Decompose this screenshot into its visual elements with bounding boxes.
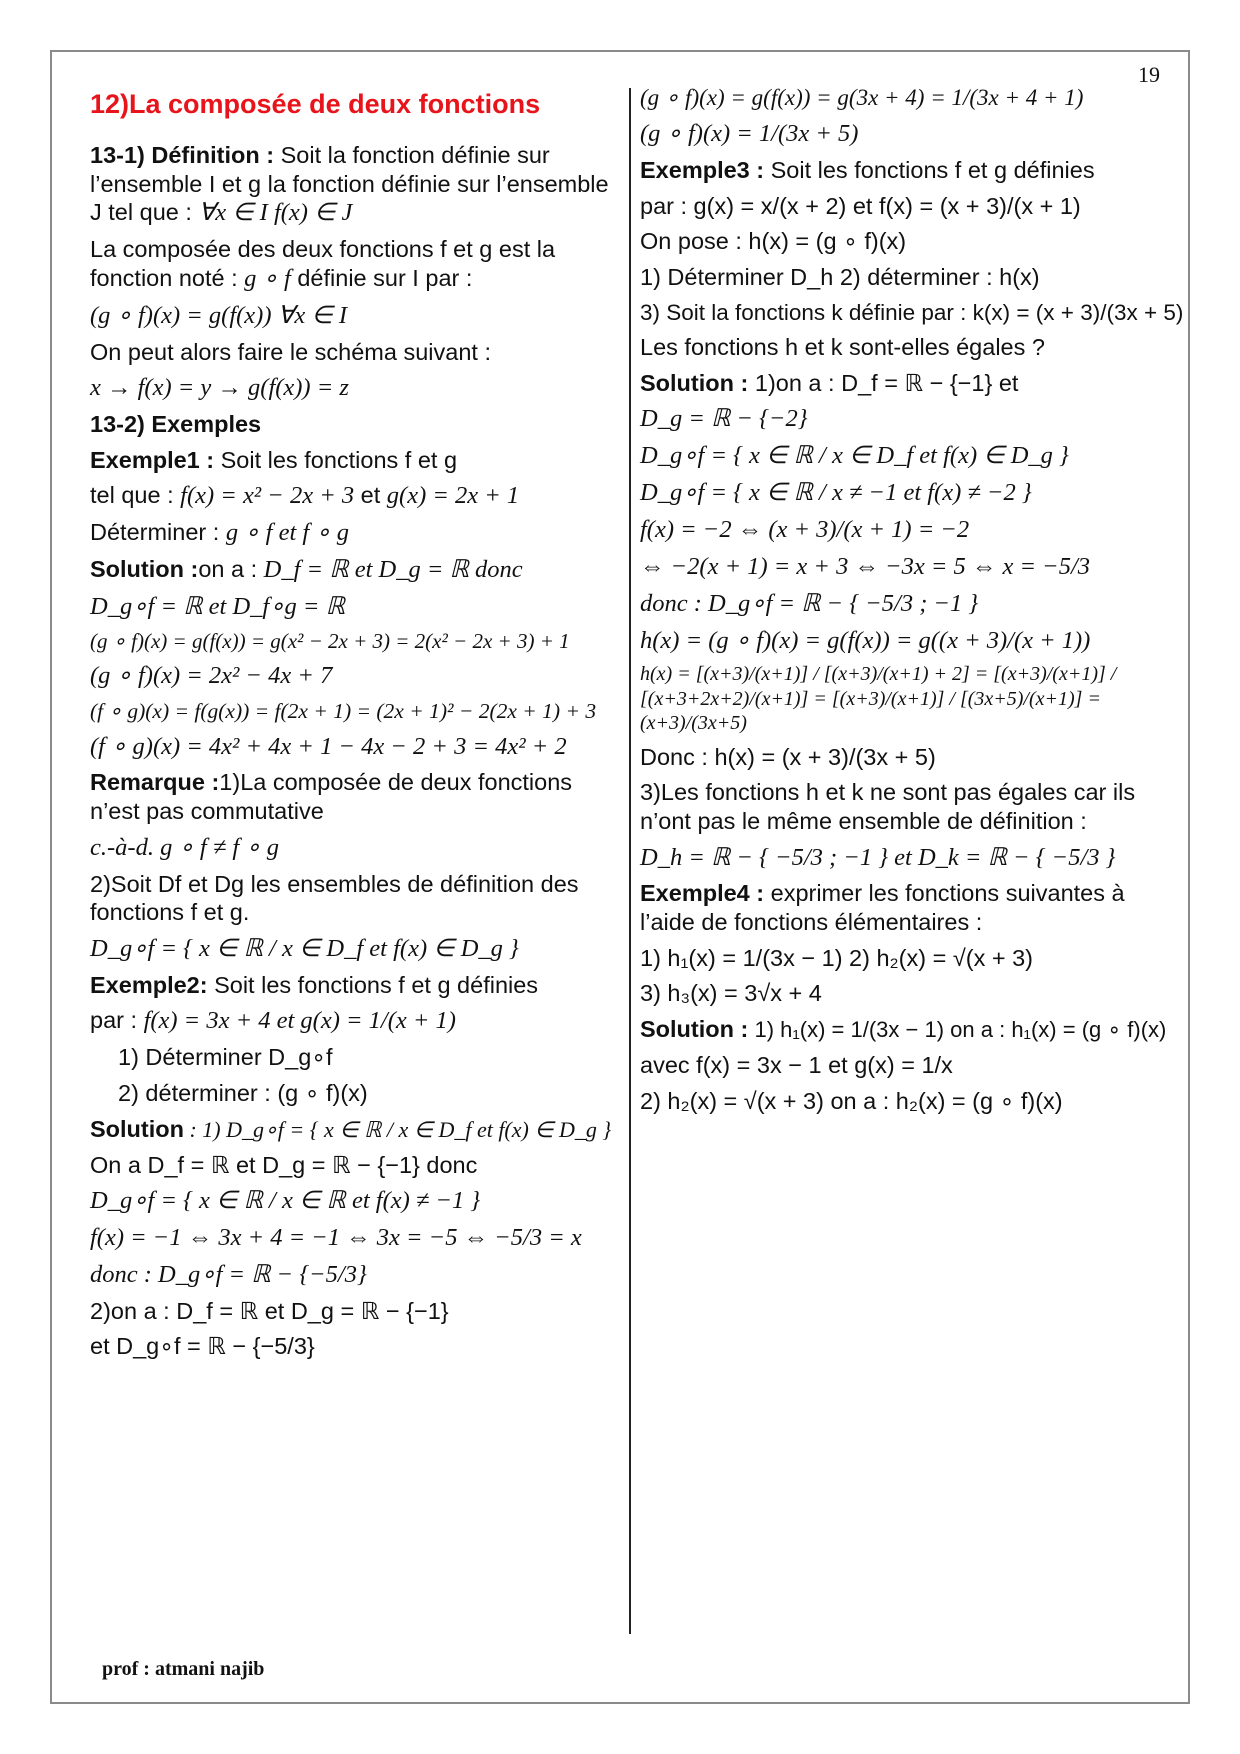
example4-line1: 1) h₁(x) = 1/(3x − 1) 2) h₂(x) = √(x + 3) — [640, 944, 1034, 971]
example3-q3: 3) Soit la fonctions k définie par : k(x) = (x + 3)/(3x + 5) — [640, 299, 1184, 325]
example3-heading: Exemple3 : — [640, 156, 765, 183]
solution2-line6: 2)on a : D_f = ℝ et D_g = ℝ − {−1} — [90, 1297, 449, 1324]
solution1-math: D_f = ℝ et D_g = ℝ donc — [263, 556, 523, 584]
example3-intro — [640, 156, 1175, 185]
definition-text: Soit la fonction définie sur l’ensemble I et g la fonction définie sur l’ensemble J tel que : — [90, 141, 609, 226]
definition-math: ∀x ∈ I f(x) ∈ J — [198, 199, 353, 227]
definition-heading: 13-1) Définition : — [90, 141, 275, 168]
example1-det-label: Déterminer : — [90, 519, 226, 546]
solution1-text: on a : — [198, 556, 264, 583]
solution3-heading: Solution : — [640, 369, 749, 396]
solution1-intro — [90, 555, 626, 585]
schema-text: On peut alors faire le schéma suivant : — [90, 338, 492, 365]
example2-intro — [90, 971, 626, 1000]
example4-text: exprimer les fonctions suivantes à l’aide de fonctions élémentaires : — [640, 880, 1125, 936]
example4-intro — [640, 879, 1175, 936]
example1-g: g(x) = 2x + 1 — [386, 482, 520, 510]
solution3-line6: ⇔ −2(x + 1) = x + 3 ⇔ −3x = 5 ⇔ x = −5/3 — [640, 552, 1091, 580]
solution2-line7: et D_g∘f = ℝ − {−5/3} — [90, 1333, 315, 1360]
solution2-line5: donc : D_g∘f = ℝ − {−5/3} — [90, 1260, 367, 1288]
remark-text3: 2)Soit Df et Dg les ensembles de définition des fonctions f et g. — [90, 870, 579, 926]
left-column — [90, 84, 626, 1368]
solution3-line10: 3)Les fonctions h et k ne sont pas égales car ils n’ont pas le même ensemble de définition : — [640, 779, 1136, 834]
solution4-line2: avec f(x) = 3x − 1 et g(x) = 1/x — [640, 1051, 953, 1078]
examples-heading: 13-2) Exemples — [90, 411, 262, 438]
example2-heading: Exemple2: — [90, 971, 208, 998]
right-line2: (g ∘ f)(x) = 1/(3x + 5) — [640, 120, 859, 148]
composition-paragraph — [90, 235, 626, 294]
composition-symbol: g ∘ f — [244, 264, 291, 292]
solution2-heading: Solution — [90, 1115, 184, 1142]
example4-line2: 3) h₃(x) = 3√x + 4 — [640, 980, 822, 1007]
solution2-math1: : 1) D_g∘f = { x ∈ ℝ / x ∈ D_f et f(x) ∈ D_g } — [183, 1116, 612, 1142]
solution4-text1: 1) h₁(x) = 1/(3x − 1) on a : h₁(x) = (g ∘ f)(x) — [748, 1017, 1167, 1043]
solution3-line2: D_g = ℝ − {−2} — [640, 405, 808, 433]
example2-text: Soit les fonctions f et g définies — [207, 971, 539, 998]
composition-formula: (g ∘ f)(x) = g(f(x)) ∀x ∈ I — [90, 301, 348, 329]
composition-text: La composée des deux fonctions f et g est la fonction noté : — [90, 236, 556, 291]
solution3-line7: donc : D_g∘f = ℝ − { −5/3 ; −1 } — [640, 589, 979, 617]
remark-paragraph — [90, 768, 626, 825]
right-line1: (g ∘ f)(x) = g(f(x)) = g(3x + 4) = 1/(3x + 4 + 1) — [640, 85, 1084, 110]
right-column — [640, 84, 1184, 1122]
example1-question — [90, 518, 626, 548]
example3-functions: par : g(x) = x/(x + 2) et f(x) = (x + 3)/(x + 1) — [640, 192, 1081, 219]
remark-math: D_g∘f = { x ∈ ℝ / x ∈ D_f et f(x) ∈ D_g } — [90, 934, 519, 962]
remark-text2: c.-à-d. g ∘ f ≠ f ∘ g — [90, 833, 280, 861]
solution4-heading: Solution : — [640, 1016, 749, 1043]
remark-heading: Remarque : — [90, 769, 220, 796]
solution3-line4: D_g∘f = { x ∈ ℝ / x ≠ −1 et f(x) ≠ −2 } — [640, 479, 1032, 507]
example3-pose: On pose : h(x) = (g ∘ f)(x) — [640, 228, 907, 255]
composition-text-end: définie sur I par : — [290, 264, 473, 291]
solution1-line3: (g ∘ f)(x) = 2x² − 4x + 7 — [90, 662, 333, 690]
solution1-heading: Solution : — [90, 556, 199, 583]
footer-author: prof : atmani najib — [102, 1658, 265, 1680]
definition-paragraph — [90, 141, 626, 228]
example2-par: par : — [90, 1007, 144, 1034]
solution2-line1 — [90, 1115, 626, 1144]
example1-heading: Exemple1 : — [90, 446, 215, 473]
example1-functions — [90, 481, 626, 511]
solution3-line3: D_g∘f = { x ∈ ℝ / x ∈ D_f et f(x) ∈ D_g } — [640, 442, 1069, 470]
section-title: 12)La composée de deux fonctions — [90, 89, 541, 119]
solution4-line3: 2) h₂(x) = √(x + 3) on a : h₂(x) = (g ∘ f)(x) — [640, 1087, 1063, 1114]
schema-formula: x → f(x) = y → g(f(x)) = z — [90, 374, 349, 402]
solution1-line5: (f ∘ g)(x) = 4x² + 4x + 1 − 4x − 2 + 3 = 4x² + 2 — [90, 732, 567, 760]
solution3-line1 — [640, 369, 1175, 398]
example1-text: Soit les fonctions f et g — [214, 446, 458, 473]
example4-heading: Exemple4 : — [640, 880, 765, 907]
example2-q2: 2) déterminer : (g ∘ f)(x) — [118, 1080, 368, 1107]
solution2-line4: f(x) = −1 ⇔ 3x + 4 = −1 ⇔ 3x = −5 ⇔ −5/3 = x — [90, 1224, 582, 1252]
example1-et: et — [354, 482, 387, 509]
page-number: 19 — [1138, 62, 1160, 87]
solution1-line2: (g ∘ f)(x) = g(f(x)) = g(x² − 2x + 3) = 2(x² − 2x + 3) + 1 — [90, 628, 570, 653]
column-divider — [629, 88, 631, 1634]
solution4-line1 — [640, 1015, 1175, 1044]
solution1-line4: (f ∘ g)(x) = f(g(x)) = f(2x + 1) = (2x + 1)² − 2(2x + 1) + 3 — [90, 699, 597, 724]
solution3-line5: f(x) = −2 ⇔ (x + 3)/(x + 1) = −2 — [640, 515, 970, 543]
solution3-text1: 1)on a : D_f = ℝ − {−1} et — [748, 369, 1019, 396]
example1-intro — [90, 446, 626, 475]
example2-math: f(x) = 3x + 4 et g(x) = 1/(x + 1) — [143, 1007, 456, 1035]
example3-q12: 1) Déterminer D_h 2) déterminer : h(x) — [640, 263, 1040, 290]
solution3-line11: D_h = ℝ − { −5/3 ; −1 } et D_k = ℝ − { −5/3 } — [640, 843, 1116, 871]
example2-functions — [90, 1006, 626, 1036]
example1-label: tel que : — [90, 482, 181, 509]
remark-text1: 1)La composée de deux fonctions n’est pas commutative — [90, 769, 573, 825]
solution3-donc: Donc : h(x) = (x + 3)/(3x + 5) — [640, 743, 936, 770]
example1-f: f(x) = x² − 2x + 3 — [180, 482, 355, 510]
example1-det-math: g ∘ f et f ∘ g — [225, 519, 350, 547]
example3-text: Soit les fonctions f et g définies — [764, 156, 1095, 183]
example3-q3b: Les fonctions h et k sont-elles égales ? — [640, 333, 1045, 360]
solution3-line9: h(x) = [(x+3)/(x+1)] / [(x+3)/(x+1) + 2] = [(x+3)/(x+1)] / [(x+3+2x+2)/(x+1)] = [(x+3)/(x+1)] / [(3x+5)/(x+1)] = (x+3)/(3x+5) — [640, 663, 1117, 735]
example2-q1: 1) Déterminer D_g∘f — [118, 1044, 333, 1071]
solution1-line1: D_g∘f = ℝ et D_f∘g = ℝ — [90, 593, 345, 620]
solution2-line2: On a D_f = ℝ et D_g = ℝ − {−1} donc — [90, 1151, 478, 1178]
solution3-line8: h(x) = (g ∘ f)(x) = g(f(x)) = g((x + 3)/(x + 1)) — [640, 626, 1091, 654]
solution2-line3: D_g∘f = { x ∈ ℝ / x ∈ ℝ et f(x) ≠ −1 } — [90, 1187, 481, 1215]
